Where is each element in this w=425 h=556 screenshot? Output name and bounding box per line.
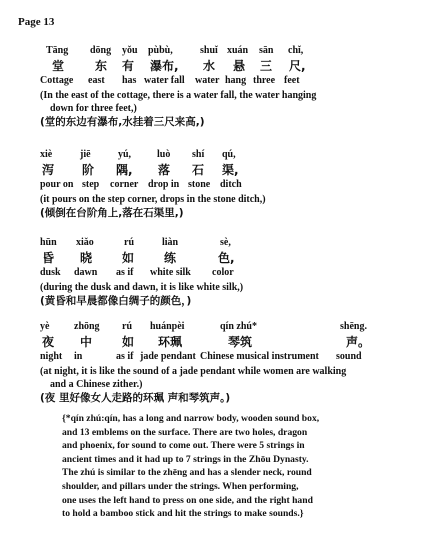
- translation-line: (it pours on the step corner, drops in the stone ditch,): [40, 194, 266, 205]
- hanzi-word: 昏: [42, 251, 55, 265]
- footnote-line: shoulder, and pillars under the strings. When performing,: [62, 480, 299, 492]
- pinyin-word: liàn: [162, 237, 179, 248]
- pinyin-word: yú,: [118, 149, 132, 160]
- hanzi-word: 阶: [82, 163, 95, 177]
- hanzi-word: 琴筑: [228, 335, 253, 349]
- hanzi-word: 如: [122, 335, 135, 349]
- gloss-word: pour on: [40, 179, 74, 190]
- pinyin-line: [40, 236, 417, 251]
- hanzi-line: [40, 251, 417, 266]
- gloss-word: dawn: [74, 267, 98, 278]
- hanzi-word: 东: [95, 59, 108, 73]
- footnote-line: to hold a bamboo stick and hit the strings to make sounds.}: [62, 508, 304, 520]
- pinyin-word: xuán: [227, 45, 249, 56]
- gloss-word: corner: [110, 179, 139, 190]
- hanzi-line: [40, 335, 417, 350]
- pinyin-word: luò: [157, 149, 171, 160]
- hanzi-word: 三: [260, 59, 273, 73]
- hanzi-word: 有: [122, 59, 135, 73]
- hanzi-word: 尺,: [289, 59, 306, 73]
- pinyin-word: yè: [40, 321, 50, 332]
- pinyin-word: yǒu: [122, 45, 138, 56]
- pinyin-word: chǐ,: [288, 45, 304, 56]
- gloss-word: feet: [284, 75, 300, 86]
- hanzi-word: 环珮: [158, 335, 183, 349]
- pinyin-line: [40, 320, 417, 335]
- verse-1: [40, 44, 417, 129]
- pinyin-word: shēng.: [340, 321, 367, 332]
- pinyin-word: huánpèi: [150, 321, 185, 332]
- gloss-word: as if: [116, 351, 134, 362]
- page-number: Page 13: [18, 16, 55, 28]
- footnote-line: and 13 emblems on the surface. There are two holes, dragon: [62, 426, 308, 438]
- chinese-translation: (黄昏和早晨都像白绸子的颜色，): [40, 295, 192, 307]
- hanzi-word: 晓: [80, 251, 93, 265]
- gloss-word: dusk: [40, 267, 61, 278]
- pinyin-word: xiǎo: [76, 237, 94, 248]
- gloss-word: Cottage: [40, 75, 74, 86]
- hanzi-word: 如: [122, 251, 135, 265]
- translation-line: (In the east of the cottage, there is a water fall, the water hanging: [40, 90, 317, 101]
- footnote-line: one uses the left hand to press on one side, and the right hand: [62, 494, 313, 506]
- gloss-word: sound: [336, 351, 362, 362]
- translation-line: (at night, it is like the sound of a jade pendant while women are walking: [40, 366, 347, 377]
- pinyin-word: zhōng: [74, 321, 100, 332]
- gloss-word: has: [122, 75, 137, 86]
- gloss-word: stone: [188, 179, 211, 190]
- pinyin-word: sān: [259, 45, 274, 56]
- pinyin-word: qú,: [222, 149, 236, 160]
- hanzi-word: 堂: [52, 59, 65, 73]
- pinyin-word: shuǐ: [200, 45, 218, 56]
- pinyin-word: sè,: [220, 237, 231, 248]
- hanzi-word: 泻: [42, 163, 55, 177]
- pinyin-word: shí: [192, 149, 205, 160]
- verse-3: [40, 236, 417, 308]
- chinese-translation: (堂的东边有瀑布,水挂着三尺来高,): [40, 116, 205, 128]
- verse-2: [40, 148, 417, 220]
- gloss-word: in: [74, 351, 83, 362]
- hanzi-word: 渠,: [222, 163, 239, 177]
- pinyin-word: xiè: [40, 149, 53, 160]
- footnote-line: ancient times and it had up to 7 strings in the Zhōu Dynasty.: [62, 453, 309, 465]
- gloss-line: [40, 350, 417, 365]
- hanzi-word: 水: [203, 59, 216, 73]
- hanzi-word: 练: [164, 251, 177, 265]
- footnote-line: and phoenix, for sound to come out. There were 5 strings in: [62, 440, 305, 452]
- gloss-word: jade pendant: [140, 351, 196, 362]
- pinyin-word: jiē: [80, 149, 91, 160]
- gloss-word: water fall: [144, 75, 185, 86]
- hanzi-word: 隅,: [116, 163, 133, 177]
- gloss-word: hang: [225, 75, 247, 86]
- pinyin-word: qín zhú*: [220, 321, 257, 332]
- hanzi-word: 声。: [346, 335, 371, 349]
- pinyin-word: rú: [124, 237, 134, 248]
- footnote: [62, 412, 419, 521]
- pinyin-word: rú: [122, 321, 132, 332]
- gloss-line: [40, 266, 417, 281]
- pinyin-word: hūn: [40, 237, 57, 248]
- gloss-word: step: [82, 179, 100, 190]
- hanzi-word: 落: [158, 163, 171, 177]
- gloss-word: drop in: [148, 179, 180, 190]
- gloss-word: as if: [116, 267, 134, 278]
- gloss-line: [40, 74, 417, 89]
- translation-line: and a Chinese zither.): [50, 379, 143, 390]
- footnote-line: The zhú is similar to the zhēng and has a slender neck, round: [62, 467, 312, 479]
- hanzi-word: 中: [80, 335, 93, 349]
- gloss-word: color: [212, 267, 234, 278]
- gloss-word: ditch: [220, 179, 242, 190]
- hanzi-word: 石: [192, 163, 205, 177]
- pinyin-word: dōng: [90, 45, 112, 56]
- gloss-word: three: [253, 75, 276, 86]
- gloss-word: white silk: [150, 267, 191, 278]
- pinyin-word: pùbù,: [148, 45, 173, 56]
- chinese-translation: (夜 里好像女人走路的环珮 声和琴筑声。): [40, 392, 231, 404]
- hanzi-word: 瀑布,: [150, 59, 179, 73]
- gloss-line: [40, 178, 417, 193]
- chinese-translation: (倾倒在台阶角上,落在石渠里,): [40, 207, 184, 219]
- verse-4: [40, 320, 417, 405]
- hanzi-word: 色,: [218, 251, 235, 265]
- gloss-word: Chinese musical instrument: [200, 351, 319, 362]
- gloss-word: night: [40, 351, 63, 362]
- hanzi-line: [40, 59, 417, 74]
- translation-line: down for three feet,): [50, 103, 137, 114]
- hanzi-word: 夜: [42, 335, 55, 349]
- translation-line: (during the dusk and dawn, it is like white silk,): [40, 282, 244, 293]
- hanzi-word: 悬: [233, 59, 246, 73]
- gloss-word: east: [88, 75, 105, 86]
- footnote-line: {*qín zhú:qín, has a long and narrow body, wooden sound box,: [62, 413, 320, 424]
- hanzi-line: [40, 163, 417, 178]
- gloss-word: water: [195, 75, 220, 86]
- pinyin-line: [40, 148, 417, 163]
- pinyin-line: [40, 44, 417, 59]
- pinyin-word: Tāng: [46, 45, 69, 56]
